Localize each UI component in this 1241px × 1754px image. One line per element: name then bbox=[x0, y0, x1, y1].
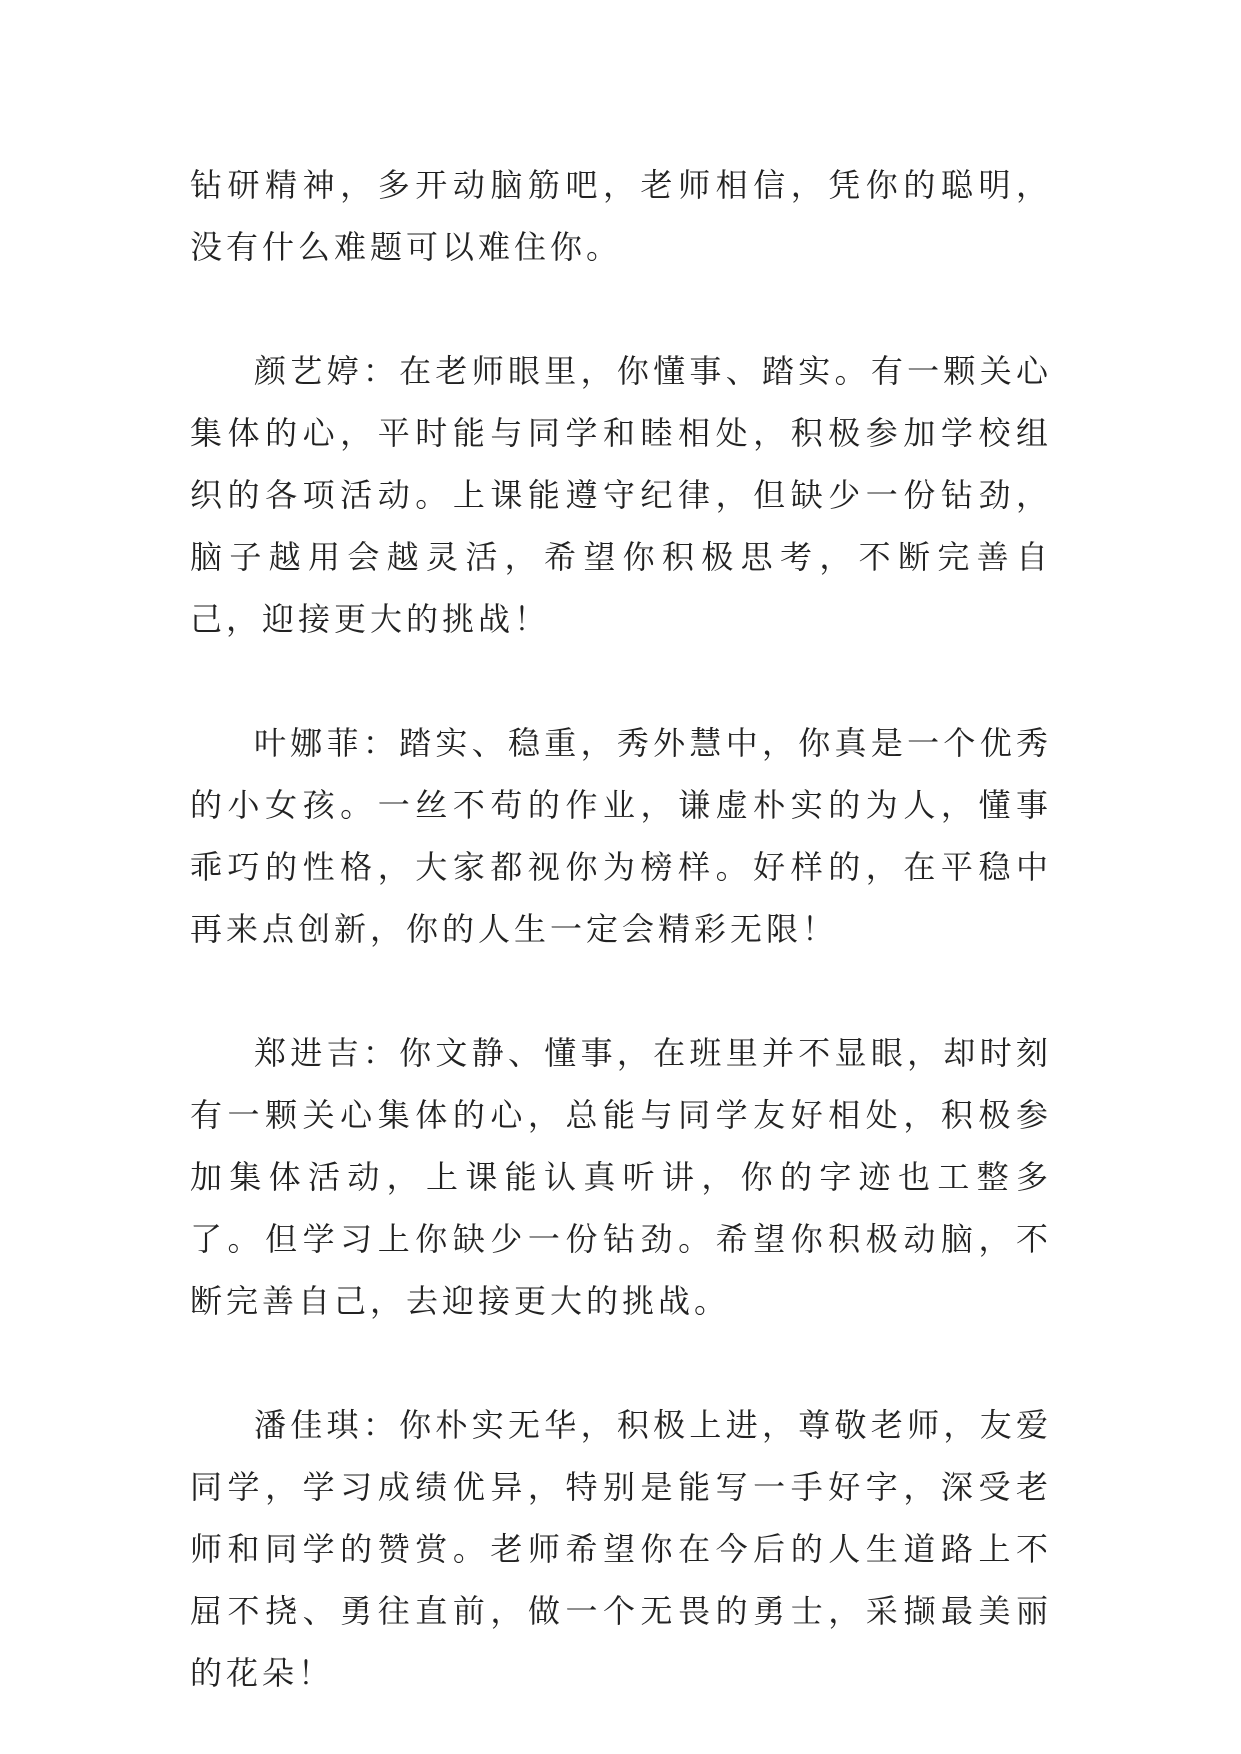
paragraph-yan-yiting: 颜艺婷：在老师眼里，你懂事、踏实。有一颗关心集体的心，平时能与同学和睦相处，积极参加学校组织的各项活动。上课能遵守纪律，但缺少一份钻劲，脑子越用会越灵活，希望你积极思考，不断完善自己，迎接更大的挑战！ bbox=[190, 352, 1052, 638]
paragraph-ye-nafei: 叶娜菲：踏实、稳重，秀外慧中，你真是一个优秀的小女孩。一丝不苟的作业，谦虚朴实的为人，懂事乖巧的性格，大家都视你为榜样。好样的，在平稳中再来点创新，你的人生一定会精彩无限！ bbox=[190, 724, 1052, 948]
paragraph-pan-jiaqi: 潘佳琪：你朴实无华，积极上进，尊敬老师，友爱同学，学习成绩优异，特别是能写一手好字，深受老师和同学的赞赏。老师希望你在今后的人生道路上不屈不挠、勇往直前，做一个无畏的勇士，采撷最美丽的花朵！ bbox=[190, 1406, 1052, 1692]
paragraph-continuation: 钻研精神，多开动脑筋吧，老师相信，凭你的聪明，没有什么难题可以难住你。 bbox=[190, 166, 1052, 266]
document-body bbox=[190, 154, 1052, 1704]
paragraph-zheng-jinji: 郑进吉：你文静、懂事，在班里并不显眼，却时刻有一颗关心集体的心，总能与同学友好相处，积极参加集体活动，上课能认真听讲，你的字迹也工整多了。但学习上你缺少一份钻劲。希望你积极动脑，不断完善自己，去迎接更大的挑战。 bbox=[190, 1034, 1052, 1320]
